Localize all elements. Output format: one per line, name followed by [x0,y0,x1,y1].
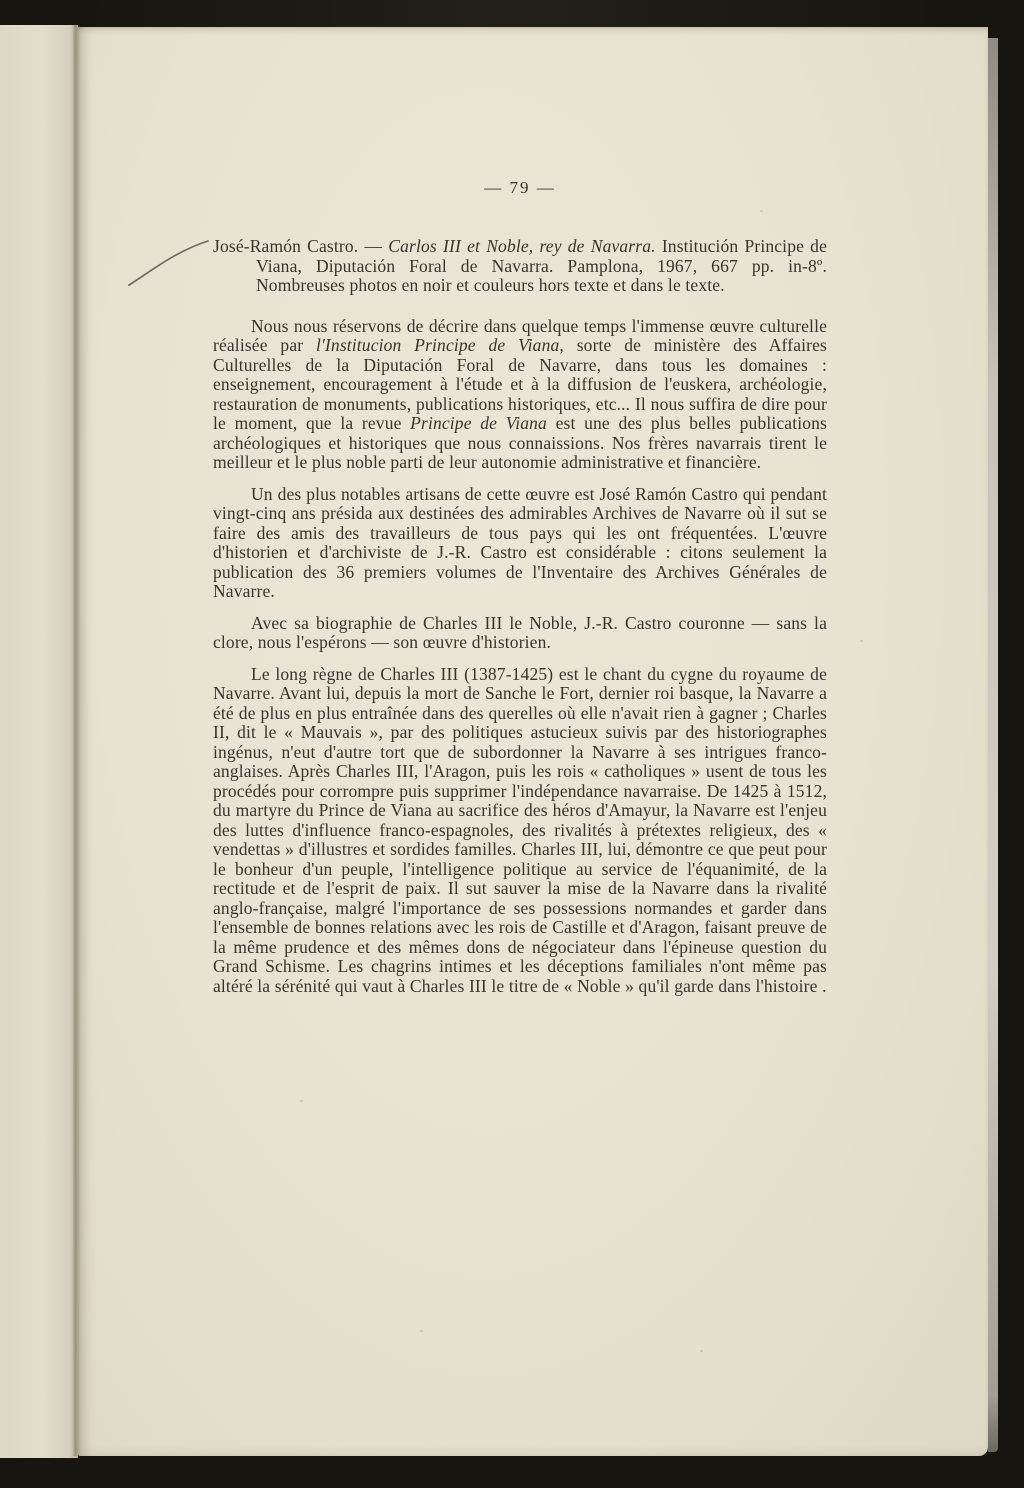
text-column [213,178,827,996]
paragraph-text: Nous nous réservons de décrire dans quelque temps l'immense œuvre culturelle réalisée par [213,315,827,355]
bibliographic-heading [213,237,827,296]
facing-page-edge [0,25,78,1458]
book-title: Carlos III et Noble, rey de Navarra. [388,236,656,256]
paragraph-text: est une des plus belles publications archéologiques et historiques que nous connaissions. Nos frères navarrais tirent le meilleur et le plus noble parti de leur autonomie administrative et financière. [213,413,828,472]
paragraph-3: Avec sa biographie de Charles III le Noble, J.-R. Castro couronne — sans la clore, nous l'espérons — son œuvre d'historien. [213,612,827,652]
institution-name: l'Institucion Principe de Viana, [316,335,564,355]
page-number: — 79 — [484,178,556,197]
page-gutter-crease [72,25,80,1456]
paper-specks [700,1350,703,1352]
page-stack-edge [988,38,998,1452]
paragraph-2: Un des plus notables artisans de cette œuvre est José Ramón Castro qui pendant vingt-cinq ans présida aux destinées des admirables Archives de Navarre où il sut se faire des amis des travailleurs de tous pays qui les ont fréquentées. L'œuvre d'historien et d'archiviste de J.-R. Castro est considérable : citons seulement la publication des 36 premiers volumes de l'Inventaire des Archives Générales de Navarre. [213,483,827,601]
paragraph-1 [213,317,827,473]
journal-name: Principe de Viana [410,413,547,433]
paragraph-4: Le long règne de Charles III (1387-1425) est le chant du cygne du royaume de Navarre. Avant lui, depuis la mort de Sanche le Fort, dernier roi basque, la Navarre a été de plus en plus entraînée dans des querelles où elle n'avait rien à gagner ; Charles II, dit le « Mauvais », par des politiques astucieux suivis par des historiographes ingénus, n'eut d'autre tort que de subordonner la Navarre à ses intrigues franco-anglaises. Après Charles III, l'Aragon, puis les rois « catholiques » usent de tous les procédés pour corrompre puis supprimer l'indépendance navarraise. De 1425 à 1512, du martyre du Prince de Viana au sacrifice des héros d'Amayur, la Navarre est l'enjeu des luttes d'influence franco-espagnoles, des rivalités à prétextes religieux, des « vendettas » d'illustres et sordides familles. Charles III, lui, démontre ce que peut pour le bonheur d'un peuple, l'intelligence politique au service de l'équanimité, de la rectitude et de l'esprit de paix. Il sut sauver la mise de la Navarre dans la rivalité anglo-française, malgré l'importance de ses possessions normandes et garder dans l'ensemble de bonnes relations avec les rois de Castille et d'Aragon, faisant preuve de la même prudence et des mêmes dons de négociateur dans l'épineuse question du Grand Schisme. Les chagrins intimes et les déceptions familiales n'ont même pas altéré la sérénité qui vaut à Charles III le titre de « Noble » qu'il garde dans l'histoire . [213,663,827,996]
author-name: José-Ramón Castro. — [213,236,389,256]
paragraph-text: sorte de ministère des Affaires Culturelles de la Diputación Foral de Navarre, dans tous les domaines : enseignement, encouragement à l'étude et à la diffusion de l'euskera, archéologie, restauration de monuments, publications historiques, etc... Il nous suffira de dire pour le moment, que la revue [213,335,827,433]
imprint-details: Institución Principe de Viana, Diputación Foral de Navarra. Pamplona, 1967, 667 pp. in-8º. Nombreuses photos en noir et couleurs hors texte et dans le texte. [256,236,828,295]
